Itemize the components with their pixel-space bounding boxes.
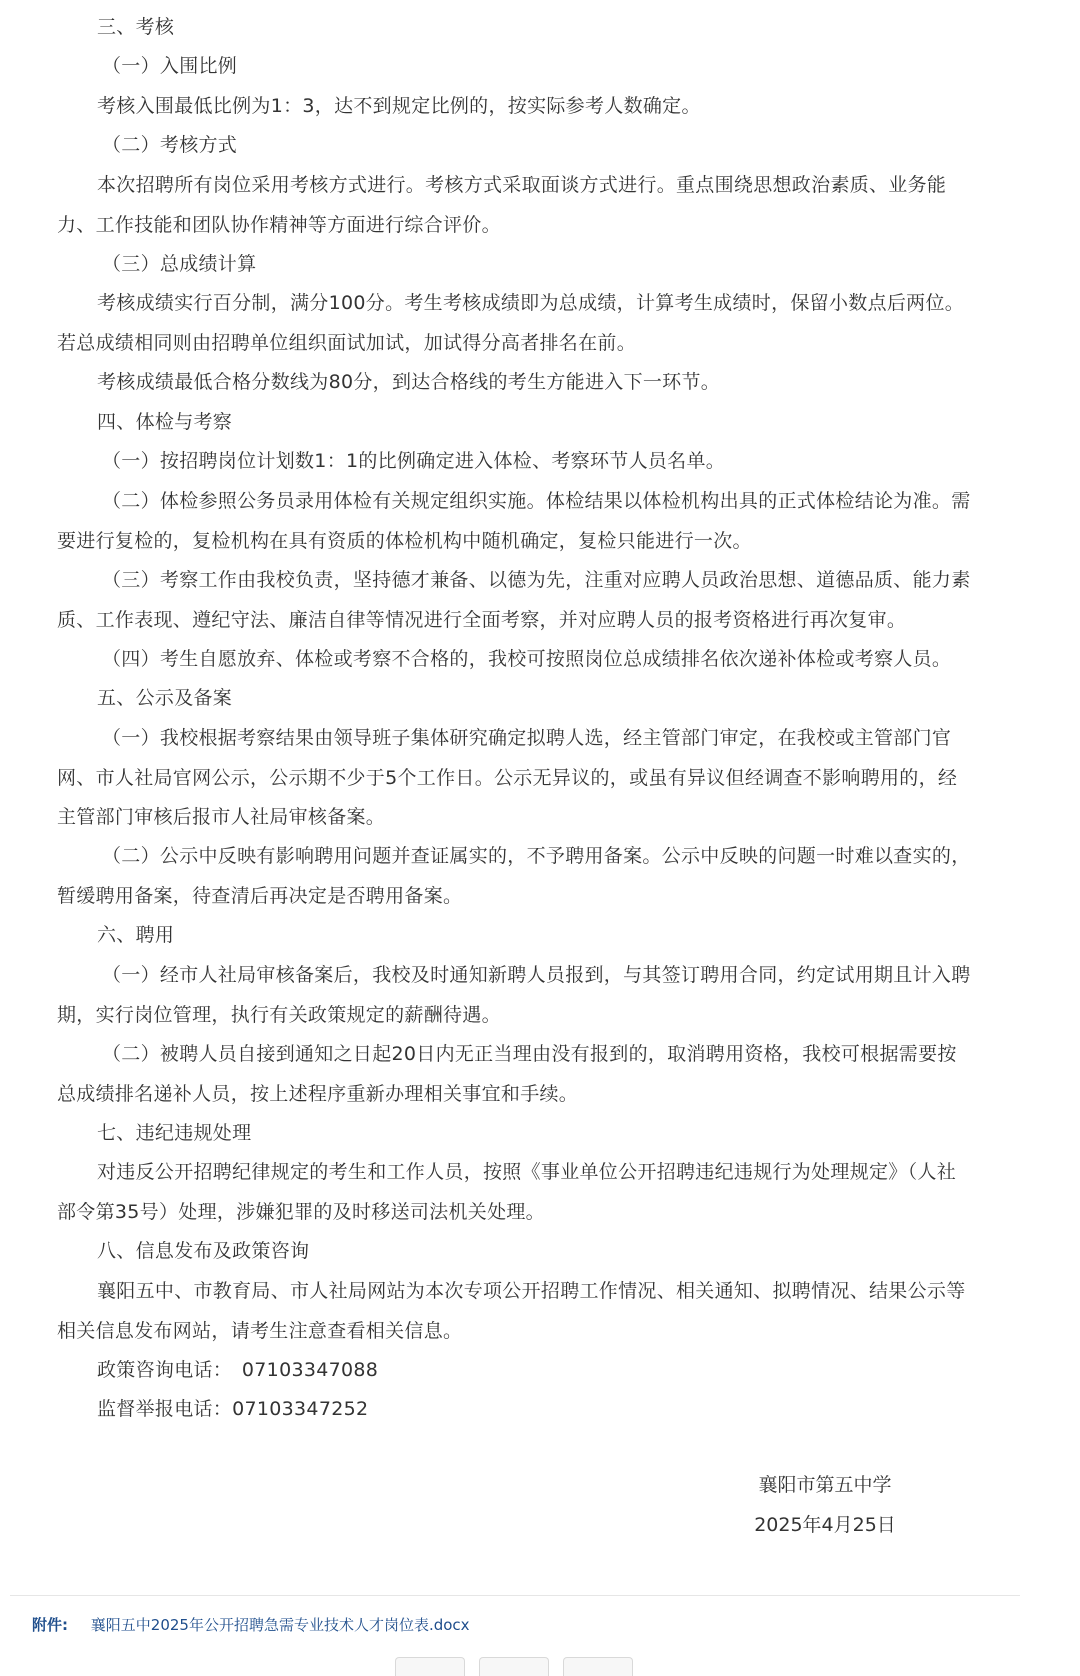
paragraph: 考核成绩实行百分制，满分100分。考生考核成绩即为总成绩，计算考生成绩时，保留小数点后两位。若总成绩相同则由招聘单位组织面试加试，加试得分高者排名在前。 — [57, 292, 965, 354]
policy-hotline: 政策咨询电话： 07103347088 — [97, 1359, 379, 1381]
paragraph: （二）被聘人员自接到通知之日起20日内无正当理由没有报到的，取消聘用资格，我校可根据需要按总成绩排名递补人员，按上述程序重新办理相关事宜和手续。 — [57, 1043, 957, 1105]
paragraph: 本次招聘所有岗位采用考核方式进行。考核方式采取面谈方式进行。重点围绕思想政治素质、业务能力、工作技能和团队协作精神等方面进行综合评价。 — [57, 174, 947, 236]
paragraph: （四）考生自愿放弃、体检或考察不合格的，我校可按照岗位总成绩排名依次递补体检或考察人员。 — [102, 648, 952, 670]
section-heading-employment: 六、聘用 — [97, 924, 175, 946]
section-heading-info-release: 八、信息发布及政策咨询 — [97, 1240, 310, 1262]
bottom-button-row — [395, 1657, 633, 1676]
signature-date: 2025年4月25日 — [754, 1514, 896, 1536]
paragraph: （一）经市人社局审核备案后，我校及时通知新聘人员报到，与其签订聘用合同，约定试用期且计入聘期，实行岗位管理，执行有关政策规定的薪酬待遇。 — [57, 964, 971, 1026]
paragraph: （二）公示中反映有影响聘用问题并查证属实的，不予聘用备案。公示中反映的问题一时难以查实的，暂缓聘用备案，待查清后再决定是否聘用备案。 — [57, 845, 971, 907]
attachment-row — [32, 1615, 470, 1635]
paragraph: （三）考察工作由我校负责，坚持德才兼备、以德为先，注重对应聘人员政治思想、道德品质、能力素质、工作表现、遵纪守法、廉洁自律等情况进行全面考察，并对应聘人员的报考资格进行再次复审。 — [57, 569, 971, 631]
section-heading-publicity: 五、公示及备案 — [97, 687, 233, 709]
divider — [10, 1595, 1020, 1596]
paragraph: （一）我校根据考察结果由领导班子集体研究确定拟聘人选，经主管部门审定，在我校或主管部门官网、市人社局官网公示，公示期不少于5个工作日。公示无异议的，或虽有异议但经调查不影响聘用的，经主管部门审核后报市人社局审核备案。 — [57, 727, 958, 828]
paragraph: 考核入围最低比例为1：3，达不到规定比例的，按实际参考人数确定。 — [97, 95, 701, 117]
paragraph: （二）体检参照公务员录用体检有关规定组织实施。体检结果以体检机构出具的正式体检结论为准。需要进行复检的，复检机构在具有资质的体检机构中随机确定，复检只能进行一次。 — [57, 490, 971, 552]
paragraph: 襄阳五中、市教育局、市人社局网站为本次专项公开招聘工作情况、相关通知、拟聘情况、结果公示等相关信息发布网站，请考生注意查看相关信息。 — [57, 1280, 966, 1342]
paragraph: 考核成绩最低合格分数线为80分，到达合格线的考生方能进入下一环节。 — [97, 371, 721, 393]
bottom-button[interactable] — [395, 1657, 465, 1676]
bottom-button[interactable] — [479, 1657, 549, 1676]
section-heading-violations: 七、违纪违规处理 — [97, 1122, 252, 1144]
paragraph: （一）按招聘岗位计划数1：1的比例确定进入体检、考察环节人员名单。 — [102, 450, 726, 472]
paragraph: 对违反公开招聘纪律规定的考生和工作人员，按照《事业单位公开招聘违纪违规行为处理规定》（人社部令第35号）处理，涉嫌犯罪的及时移送司法机关处理。 — [57, 1161, 957, 1223]
section-heading-assessment: 三、考核 — [97, 16, 175, 38]
subsection-heading: （三）总成绩计算 — [102, 253, 257, 275]
attachment-label: 附件: — [32, 1616, 68, 1634]
supervision-hotline: 监督举报电话：07103347252 — [97, 1398, 369, 1420]
signature-org: 襄阳市第五中学 — [758, 1474, 892, 1496]
subsection-heading: （一）入围比例 — [102, 55, 238, 77]
attachment-link[interactable]: 襄阳五中2025年公开招聘急需专业技术人才岗位表.docx — [90, 1616, 470, 1634]
subsection-heading: （二）考核方式 — [102, 134, 238, 156]
bottom-button[interactable] — [563, 1657, 633, 1676]
section-heading-medical-exam: 四、体检与考察 — [97, 411, 233, 433]
